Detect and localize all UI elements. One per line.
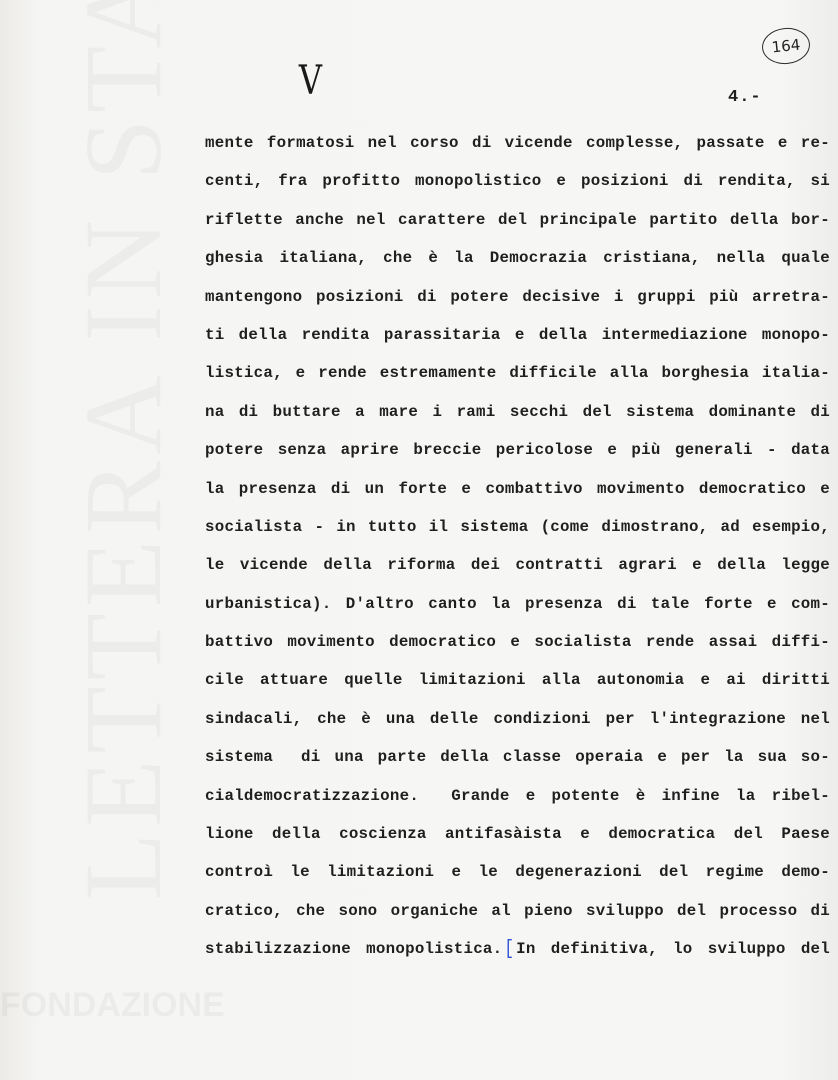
text-line: ti della rendita parassitaria e della intermediazione monopo- [205, 325, 830, 344]
text-line-last [205, 934, 830, 972]
text-line: mente formatosi nel corso di vicende complesse, passate e re- [205, 134, 830, 152]
text-line: ghesia italiana, che è la Democrazia cristiana, nella quale [205, 249, 830, 268]
text-line: centi, fra profitto monopolistico e posizioni di rendita, si [205, 172, 830, 191]
text-line: riflette anche nel carattere del principale partito della bor- [205, 210, 830, 229]
text-line: battivo movimento democratico e socialista rende assai diffi- [205, 633, 830, 652]
body-text [205, 128, 830, 973]
text-line: urbanistica). D'altro canto la presenza di tale forte e com- [205, 594, 830, 613]
last-line-after: In definitiva, lo sviluppo del [516, 940, 831, 959]
text-line: cialdemocratizzazione. Grande e potente è infine la ribel- [205, 786, 830, 805]
handwritten-check-mark: V [298, 58, 323, 104]
text-line: sindacali, che è una delle condizioni per l'integrazione nel [205, 709, 830, 728]
text-line: lione della coscienza antifasàista e democratica del Paese [205, 825, 830, 844]
text-line: cratico, che sono organiche al pieno sviluppo del processo di [205, 901, 830, 920]
watermark [60, 300, 180, 900]
page-number: 4.- [728, 88, 762, 107]
text-line: listica, e rende estremamente difficile alla borghesia italia- [205, 364, 830, 383]
text-line: le vicende della riforma dei contratti agrari e della legge [205, 556, 830, 575]
text-line: sistema di una parte della classe operaia e per la sua so- [205, 748, 830, 767]
text-line: na di buttare a mare i rami secchi del sistema dominante di [205, 402, 830, 421]
blue-bracket-mark: [ [504, 937, 515, 961]
last-line-before: stabilizzazione monopolistica. [205, 940, 503, 959]
page-stamp: 164 [760, 26, 812, 67]
foundation-logo [0, 985, 210, 1065]
text-line: socialista - in tutto il sistema (come dimostrano, ad esempio, [205, 517, 830, 536]
text-line: controì le limitazioni e le degenerazioni del regime demo- [205, 863, 830, 882]
text-line: potere senza aprire breccie pericolose e più generali - data [205, 441, 830, 460]
text-line: mantengono posizioni di potere decisive i gruppi più arretra- [205, 287, 830, 306]
text-line: cile attuare quelle limitazioni alla autonomia e ai diritti [205, 671, 830, 690]
text-line: la presenza di un forte e combattivo movimento democratico e [205, 479, 830, 498]
